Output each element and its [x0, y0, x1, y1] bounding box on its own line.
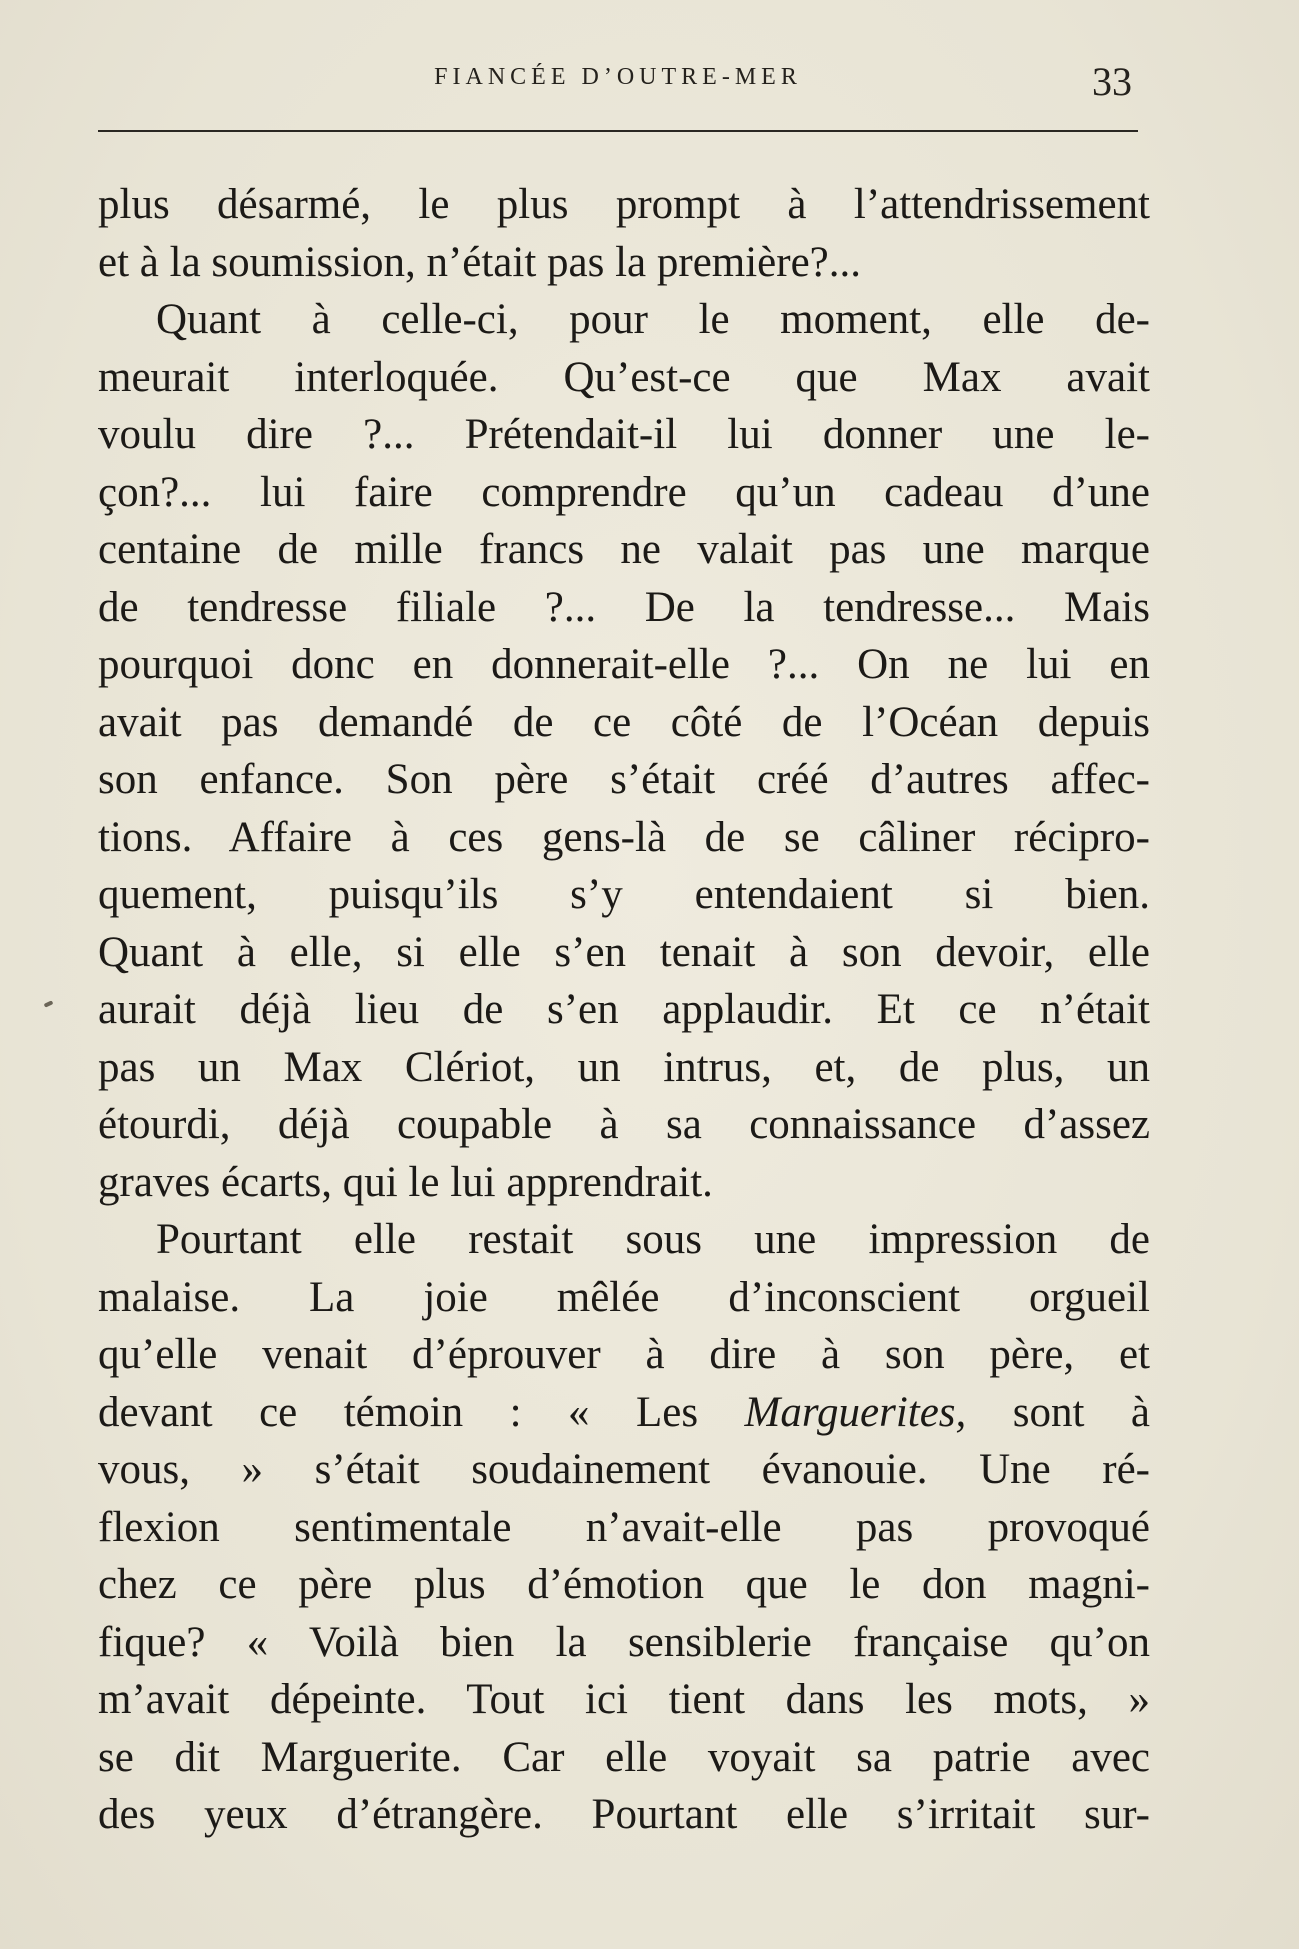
text-segment: devant ce témoin : « Les — [98, 1388, 699, 1436]
text-line: malaise. La joie mêlée d’inconscient orgueil — [98, 1273, 1150, 1321]
text-line: de tendresse filiale ?... De la tendresse... Mais — [98, 583, 1150, 631]
text-line: pas un Max Clériot, un intrus, et, de plus, un — [98, 1043, 1150, 1091]
text-line: chez ce père plus d’émotion que le don magni- — [98, 1561, 1150, 1608]
running-title: FIANCÉE D’OUTRE-MER — [434, 64, 802, 90]
text-line: Quant à celle-ci, pour le moment, elle de- — [156, 296, 1150, 343]
text-line: vous, » s’était soudainement évanouie. Une ré- — [98, 1446, 1150, 1493]
text-line: m’avait dépeinte. Tout ici tient dans les mots, » — [98, 1676, 1150, 1723]
text-line: quement, puisqu’ils s’y entendaient si bien. — [98, 871, 1150, 918]
text-line: se dit Marguerite. Car elle voyait sa patrie avec — [98, 1733, 1150, 1781]
text-line: flexion sentimentale n’avait-elle pas provoqué — [98, 1503, 1150, 1551]
text-line: avait pas demandé de ce côté de l’Océan depuis — [98, 698, 1150, 746]
running-header — [98, 58, 1138, 106]
text-line: fique? « Voilà bien la sensiblerie française qu’on — [98, 1618, 1150, 1666]
text-line: son enfance. Son père s’était créé d’autres affec- — [98, 756, 1150, 803]
paper-speck — [44, 1000, 54, 1007]
text-line: Quant à elle, si elle s’en tenait à son devoir, elle — [98, 928, 1150, 976]
text-line: aurait déjà lieu de s’en applaudir. Et ce n’était — [98, 986, 1150, 1033]
italic-title: Marguerites, — [744, 1388, 967, 1436]
page-number: 33 — [1092, 59, 1132, 104]
text-line: des yeux d’étrangère. Pourtant elle s’irritait sur- — [98, 1791, 1150, 1838]
text-line-with-italic — [98, 1384, 1150, 1442]
header-rule — [98, 130, 1138, 132]
text-line: et à la soumission, n’était pas la première?... — [98, 238, 861, 286]
text-line: çon?... lui faire comprendre qu’un cadeau d’une — [98, 468, 1150, 516]
text-line: qu’elle venait d’éprouver à dire à son père, et — [98, 1331, 1150, 1378]
text-line: voulu dire ?... Prétendait-il lui donner une le- — [98, 411, 1150, 458]
text-line: graves écarts, qui le lui apprendrait. — [98, 1158, 713, 1206]
text-line: étourdi, déjà coupable à sa connaissance d’assez — [98, 1101, 1150, 1148]
text-line: pourquoi donc en donnerait-elle ?... On ne lui en — [98, 641, 1150, 688]
body-text — [98, 176, 1150, 1844]
text-line: centaine de mille francs ne valait pas une marque — [98, 526, 1150, 573]
text-segment: sont à — [1012, 1388, 1150, 1436]
text-line: tions. Affaire à ces gens-là de se câliner récipro- — [98, 813, 1150, 861]
text-line: Pourtant elle restait sous une impression de — [156, 1216, 1150, 1263]
text-line: meurait interloquée. Qu’est-ce que Max avait — [98, 353, 1150, 401]
text-line: plus désarmé, le plus prompt à l’attendrissement — [98, 181, 1150, 228]
